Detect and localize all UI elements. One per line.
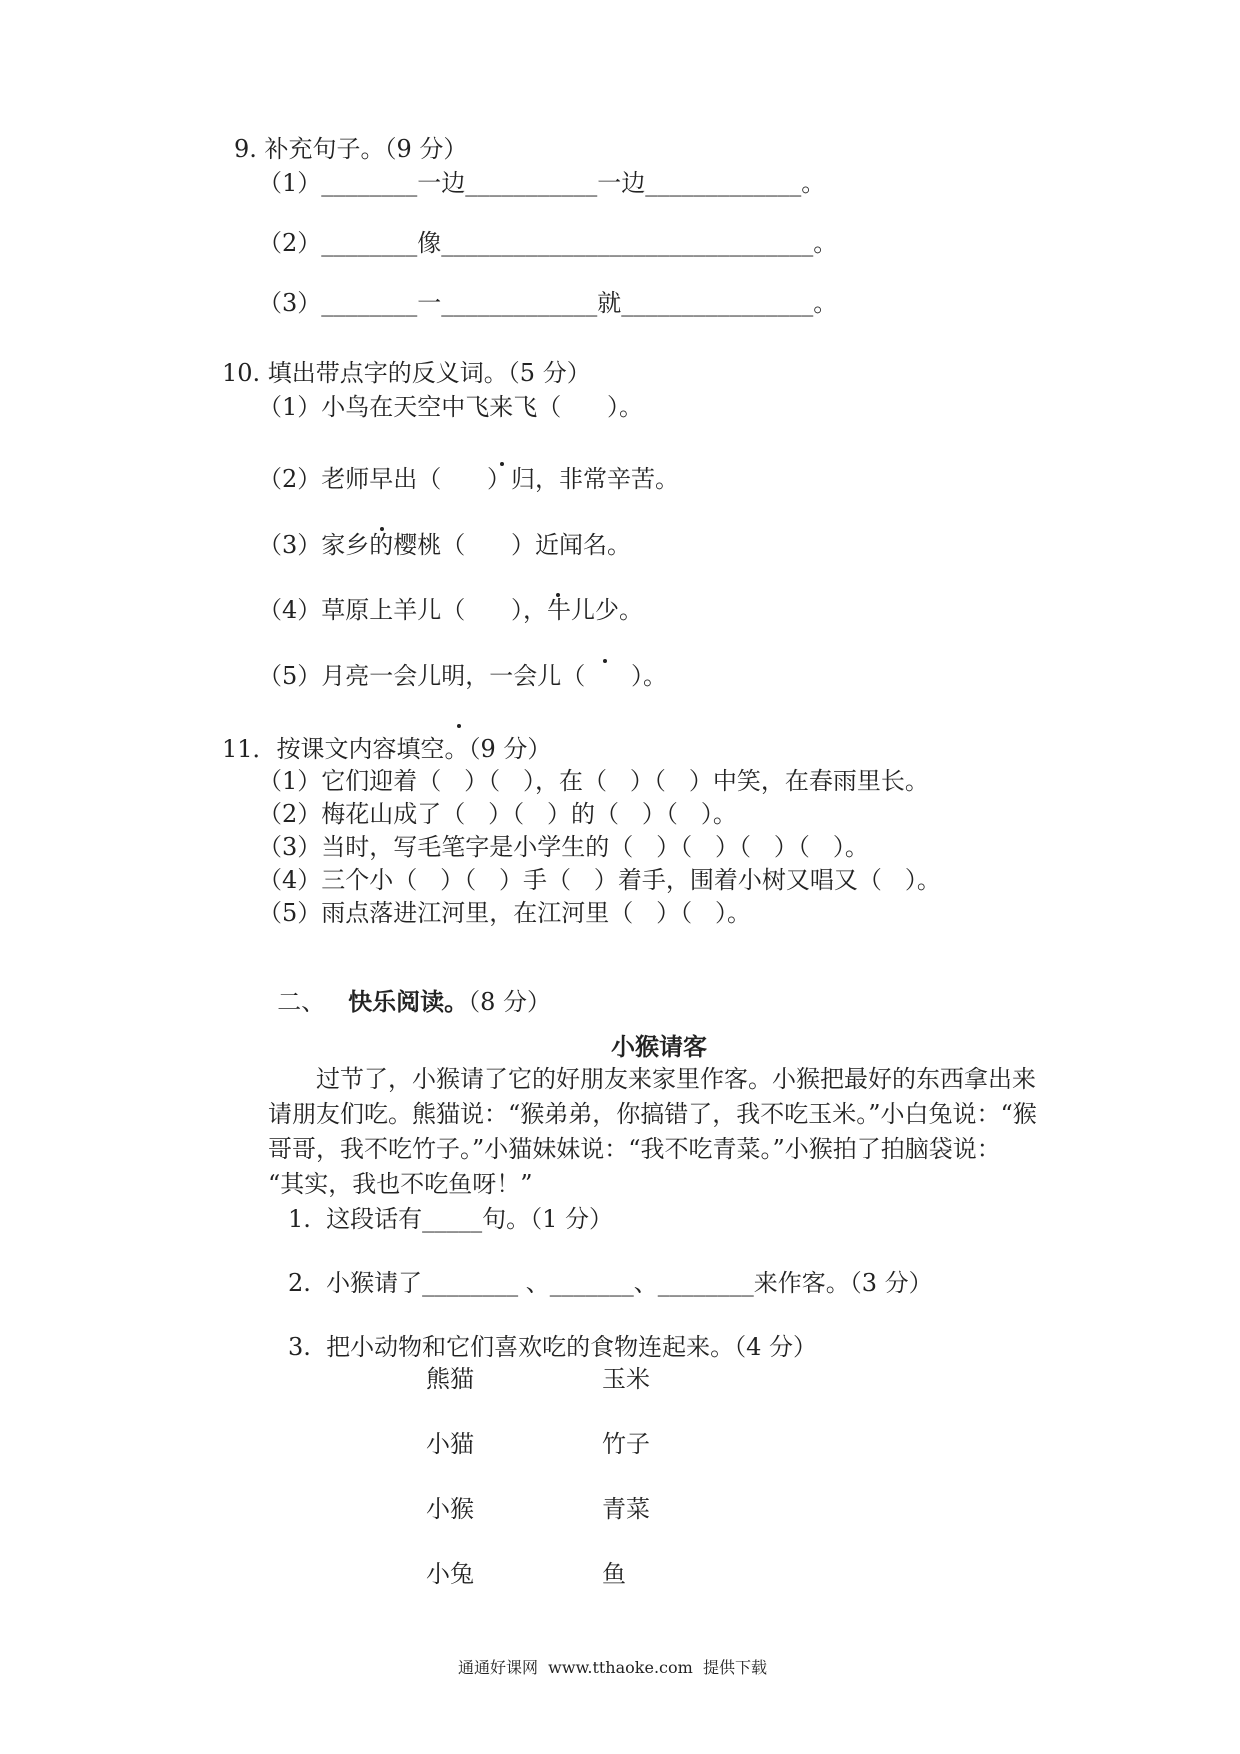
reading-line-4: “其实，我也不吃鱼呀！” bbox=[268, 1170, 533, 1198]
q10-item-2: （2）老师早出（ ）归，非常辛苦。 bbox=[258, 465, 680, 493]
q10-item-5: （5）月亮一会儿明，一会儿（ ）。 bbox=[258, 662, 668, 690]
reading-line-1: 过节了，小猴请了它的好朋友来家里作客。小猴把最好的东西拿出来 bbox=[316, 1065, 1036, 1093]
animal-4: 小兔 bbox=[426, 1560, 474, 1588]
q9-item-2: （2）________像_______________________________。 bbox=[258, 229, 838, 257]
animal-3: 小猴 bbox=[426, 1495, 474, 1523]
reading-line-2: 请朋友们吃。熊猫说：“猴弟弟，你搞错了，我不吃玉米。”小白兔说：“猴 bbox=[268, 1100, 1037, 1128]
section2-heading bbox=[262, 957, 551, 1017]
q9-item-1: （1）________一边___________一边_____________。 bbox=[258, 169, 826, 197]
q9-heading: 9. 补充句子。（9 分） bbox=[234, 135, 468, 163]
section2-title: 快乐阅读。 bbox=[348, 987, 469, 1016]
q10-item-3: （3）家乡的樱桃（ ）近闻名。 bbox=[258, 531, 632, 559]
reading-question-2: 2. 小猴请了________ 、_______、________来作客。（3 分） bbox=[288, 1269, 933, 1297]
section2-number: 二、 bbox=[277, 988, 326, 1016]
q11-item-1: （1）它们迎着（ ）（ ），在（ ）（ ）中笑，在春雨里长。 bbox=[258, 767, 929, 795]
q10-item-1: （1）小鸟在天空中飞来飞（ ）。 bbox=[258, 393, 644, 421]
food-4: 鱼 bbox=[602, 1560, 626, 1588]
animal-1: 熊猫 bbox=[426, 1365, 474, 1393]
emphasis-dot bbox=[457, 724, 461, 728]
reading-question-3: 3. 把小动物和它们喜欢吃的食物连起来。（4 分） bbox=[288, 1333, 818, 1361]
q10-heading: 10. 填出带点字的反义词。（5 分） bbox=[222, 359, 591, 387]
reading-title: 小猴请客 bbox=[611, 1032, 707, 1061]
section2-score: （8 分） bbox=[468, 988, 552, 1016]
q11-heading: 11．按课文内容填空。（9 分） bbox=[222, 735, 552, 763]
q11-item-3: （3）当时，写毛笔字是小学生的（ ）（ ）（ ）（ ）。 bbox=[258, 833, 869, 861]
food-3: 青菜 bbox=[602, 1495, 650, 1523]
animal-2: 小猫 bbox=[426, 1430, 474, 1458]
reading-line-3: 哥哥，我不吃竹子。”小猫妹妹说：“我不吃青菜。”小猴拍了拍脑袋说： bbox=[268, 1135, 1001, 1163]
q11-item-2: （2）梅花山成了（ ）（ ）的（ ）（ ）。 bbox=[258, 800, 737, 828]
q11-item-5: （5）雨点落进江河里，在江河里（ ）（ ）。 bbox=[258, 899, 752, 927]
food-1: 玉米 bbox=[602, 1365, 650, 1393]
q10-item-4: （4）草原上羊儿（ ），牛儿少。 bbox=[258, 596, 644, 624]
food-2: 竹子 bbox=[602, 1430, 650, 1458]
footer-text: 通通好课网 www.tthaoke.com 提供下载 bbox=[458, 1658, 767, 1677]
q9-item-3: （3）________一_____________就________________。 bbox=[258, 289, 838, 317]
q11-item-4: （4）三个小（ ）（ ）手（ ）着手，围着小树又唱又（ ）。 bbox=[258, 866, 941, 894]
reading-question-1: 1. 这段话有_____句。（1 分） bbox=[288, 1205, 614, 1233]
